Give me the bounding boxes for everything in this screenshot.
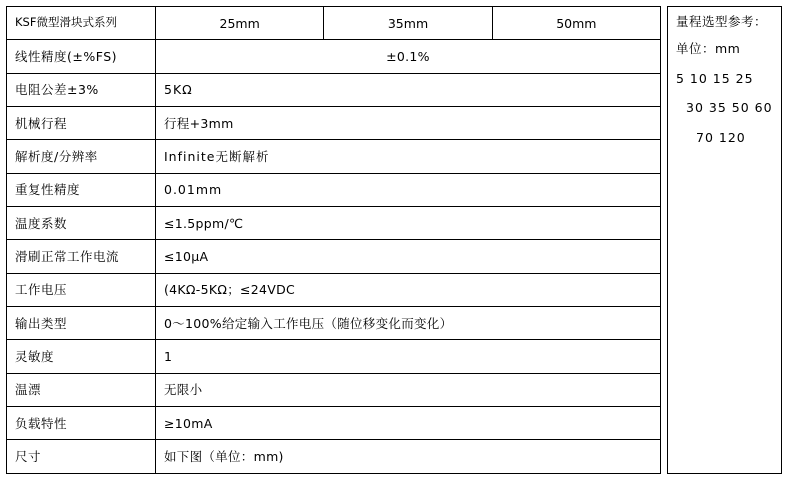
spec-label: 尺寸 <box>7 440 156 474</box>
spec-value: 0～100%给定输入工作电压（随位移变化而变化） <box>156 307 661 340</box>
table-row <box>7 240 661 273</box>
spec-label: 工作电压 <box>7 273 156 306</box>
range-box-unit-label: 单位：mm <box>676 40 741 56</box>
spec-label: 重复性精度 <box>7 173 156 206</box>
table-header-row <box>7 7 661 40</box>
spec-label: 负载特性 <box>7 407 156 440</box>
spec-value: 1 <box>156 340 661 373</box>
table-row <box>7 340 661 373</box>
table-row <box>7 273 661 306</box>
table-row <box>7 307 661 340</box>
size-cell-50mm: 50mm <box>492 7 660 40</box>
spec-value: 行程+3mm <box>156 107 661 140</box>
specification-table-body <box>7 7 661 474</box>
range-reference-box <box>667 6 782 474</box>
spec-value: 0.01mm <box>156 173 661 206</box>
spec-value: ≥10mA <box>156 407 661 440</box>
range-value-line: 5 10 15 25 <box>676 70 754 86</box>
spec-label: 温漂 <box>7 373 156 406</box>
spec-value: ±0.1% <box>156 40 661 73</box>
spec-value: 如下图（单位：mm) <box>156 440 661 474</box>
size-cell-35mm: 35mm <box>324 7 492 40</box>
table-row <box>7 407 661 440</box>
spec-value: (4KΩ-5KΩ；≤24VDC <box>156 273 661 306</box>
range-box-title: 量程选型参考： <box>676 14 768 29</box>
spec-value: ≤10μA <box>156 240 661 273</box>
spec-value: ≤1.5ppm/℃ <box>156 207 661 240</box>
spec-label: 解析度/分辨率 <box>7 140 156 173</box>
table-row <box>7 173 661 206</box>
spec-label: 机械行程 <box>7 107 156 140</box>
table-row <box>7 207 661 240</box>
spec-label: 灵敏度 <box>7 340 156 373</box>
specification-table <box>6 6 661 474</box>
spec-label: 电阻公差±3% <box>7 73 156 106</box>
spec-label: 滑刷正常工作电流 <box>7 240 156 273</box>
table-row <box>7 440 661 474</box>
series-name-cell: KSF微型滑块式系列 <box>7 7 156 40</box>
range-value-line: 70 120 <box>696 130 746 145</box>
range-value-line: 30 35 50 60 <box>686 100 773 116</box>
table-row <box>7 140 661 173</box>
size-cell-25mm: 25mm <box>156 7 324 40</box>
spec-label: 温度系数 <box>7 207 156 240</box>
table-row <box>7 40 661 73</box>
spec-value: 无限小 <box>156 373 661 406</box>
table-row <box>7 73 661 106</box>
table-row <box>7 107 661 140</box>
spec-label: 线性精度(±%FS) <box>7 40 156 73</box>
spec-label: 输出类型 <box>7 307 156 340</box>
table-row <box>7 373 661 406</box>
spec-value: 5KΩ <box>156 73 661 106</box>
spec-value: Infinite无断解析 <box>156 140 661 173</box>
